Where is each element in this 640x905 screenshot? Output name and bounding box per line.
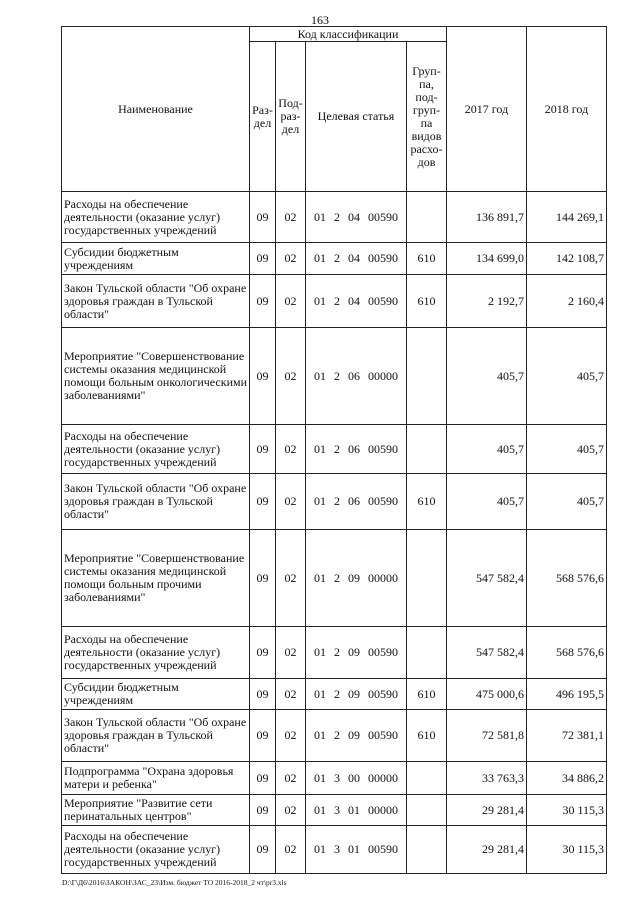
table-row [62, 425, 607, 474]
row-podrazdel: 02 [276, 679, 306, 710]
table-row [62, 679, 607, 710]
row-podrazdel: 02 [276, 530, 306, 627]
row-podrazdel: 02 [276, 192, 306, 243]
row-2017: 29 281,4 [447, 826, 527, 874]
footer-file-path: D:\Г\Д6\2016\ЗАКОН\ЗАС_23\Изм. бюджет ТО 2016-2018_2 чт\pr3.xls [62, 878, 287, 887]
row-razdel: 09 [250, 192, 276, 243]
row-2017: 475 000,6 [447, 679, 527, 710]
row-tselevaya: 01 3 00 00000 [306, 762, 407, 795]
row-name: Закон Тульской области "Об охране здоровья граждан в Тульской области" [62, 710, 250, 762]
row-2018: 34 886,2 [527, 762, 607, 795]
row-tselevaya: 01 2 04 00590 [306, 192, 407, 243]
header-year-2017: 2017 год [447, 27, 527, 192]
header-year-2018: 2018 год [527, 27, 607, 192]
row-tselevaya: 01 2 09 00000 [306, 530, 407, 627]
header-podrazdel: Под- раз- дел [276, 42, 306, 192]
row-tselevaya: 01 3 01 00000 [306, 795, 407, 826]
row-gruppa [407, 425, 447, 474]
row-razdel: 09 [250, 627, 276, 679]
row-2017: 547 582,4 [447, 530, 527, 627]
row-tselevaya: 01 2 06 00000 [306, 328, 407, 425]
row-razdel: 09 [250, 710, 276, 762]
row-2018: 30 115,3 [527, 795, 607, 826]
row-razdel: 09 [250, 275, 276, 328]
row-2017: 136 891,7 [447, 192, 527, 243]
header-gruppa: Груп- па, под- груп- па видов расхо- дов [407, 42, 447, 192]
row-name: Расходы на обеспечение деятельности (оказание услуг) государственных учреждений [62, 627, 250, 679]
table-row [62, 192, 607, 243]
row-razdel: 09 [250, 243, 276, 275]
row-2017: 2 192,7 [447, 275, 527, 328]
budget-table [61, 26, 607, 874]
row-gruppa [407, 826, 447, 874]
row-razdel: 09 [250, 328, 276, 425]
row-2018: 405,7 [527, 328, 607, 425]
row-name: Расходы на обеспечение деятельности (оказание услуг) государственных учреждений [62, 192, 250, 243]
row-gruppa [407, 795, 447, 826]
row-podrazdel: 02 [276, 474, 306, 530]
row-podrazdel: 02 [276, 425, 306, 474]
row-gruppa [407, 530, 447, 627]
row-2017: 29 281,4 [447, 795, 527, 826]
row-2018: 2 160,4 [527, 275, 607, 328]
row-podrazdel: 02 [276, 275, 306, 328]
row-tselevaya: 01 2 06 00590 [306, 474, 407, 530]
row-name: Закон Тульской области "Об охране здоровья граждан в Тульской области" [62, 275, 250, 328]
row-gruppa [407, 192, 447, 243]
row-2017: 33 763,3 [447, 762, 527, 795]
row-name: Мероприятие "Совершенствование системы оказания медицинской помощи больным прочими заболеваниями" [62, 530, 250, 627]
table-row [62, 710, 607, 762]
row-tselevaya: 01 2 09 00590 [306, 679, 407, 710]
row-gruppa [407, 762, 447, 795]
row-name: Мероприятие "Развитие сети перинатальных центров" [62, 795, 250, 826]
row-name: Субсидии бюджетным учреждениям [62, 679, 250, 710]
row-name: Расходы на обеспечение деятельности (оказание услуг) государственных учреждений [62, 826, 250, 874]
row-name: Мероприятие "Совершенствование системы оказания медицинской помощи больным онкологическими заболеваниями" [62, 328, 250, 425]
header-razdel: Раз- дел [250, 42, 276, 192]
table-row [62, 627, 607, 679]
row-gruppa: 610 [407, 275, 447, 328]
row-gruppa: 610 [407, 243, 447, 275]
row-podrazdel: 02 [276, 795, 306, 826]
row-name: Подпрограмма "Охрана здоровья матери и ребенка" [62, 762, 250, 795]
row-2018: 496 195,5 [527, 679, 607, 710]
table-row [62, 243, 607, 275]
row-gruppa [407, 328, 447, 425]
row-tselevaya: 01 3 01 00590 [306, 826, 407, 874]
row-razdel: 09 [250, 425, 276, 474]
table-row [62, 762, 607, 795]
row-2018: 30 115,3 [527, 826, 607, 874]
page-number: 163 [311, 13, 329, 27]
row-name: Субсидии бюджетным учреждениям [62, 243, 250, 275]
row-gruppa [407, 627, 447, 679]
row-2018: 405,7 [527, 474, 607, 530]
row-2018: 568 576,6 [527, 627, 607, 679]
row-razdel: 09 [250, 762, 276, 795]
table-row [62, 826, 607, 874]
table-row [62, 795, 607, 826]
row-name: Расходы на обеспечение деятельности (оказание услуг) государственных учреждений [62, 425, 250, 474]
row-2017: 405,7 [447, 328, 527, 425]
row-gruppa: 610 [407, 474, 447, 530]
row-2018: 144 269,1 [527, 192, 607, 243]
row-2018: 568 576,6 [527, 530, 607, 627]
table-row [62, 328, 607, 425]
table-row [62, 530, 607, 627]
header-name: Наименование [62, 27, 250, 192]
row-razdel: 09 [250, 679, 276, 710]
table-row [62, 275, 607, 328]
row-gruppa: 610 [407, 679, 447, 710]
row-tselevaya: 01 2 09 00590 [306, 710, 407, 762]
row-razdel: 09 [250, 826, 276, 874]
row-2018: 405,7 [527, 425, 607, 474]
row-2017: 405,7 [447, 425, 527, 474]
row-podrazdel: 02 [276, 710, 306, 762]
row-podrazdel: 02 [276, 328, 306, 425]
row-gruppa: 610 [407, 710, 447, 762]
row-tselevaya: 01 2 06 00590 [306, 425, 407, 474]
row-podrazdel: 02 [276, 243, 306, 275]
row-podrazdel: 02 [276, 826, 306, 874]
row-razdel: 09 [250, 795, 276, 826]
row-tselevaya: 01 2 09 00590 [306, 627, 407, 679]
row-name: Закон Тульской области "Об охране здоровья граждан в Тульской области" [62, 474, 250, 530]
header-tselevaya: Целевая статья [306, 42, 407, 192]
row-tselevaya: 01 2 04 00590 [306, 243, 407, 275]
row-2017: 72 581,8 [447, 710, 527, 762]
row-2018: 142 108,7 [527, 243, 607, 275]
row-2017: 547 582,4 [447, 627, 527, 679]
row-2017: 405,7 [447, 474, 527, 530]
row-razdel: 09 [250, 530, 276, 627]
row-2018: 72 381,1 [527, 710, 607, 762]
row-podrazdel: 02 [276, 627, 306, 679]
row-tselevaya: 01 2 04 00590 [306, 275, 407, 328]
row-podrazdel: 02 [276, 762, 306, 795]
row-razdel: 09 [250, 474, 276, 530]
table-row [62, 474, 607, 530]
header-code-group: Код классификации [250, 27, 447, 42]
row-2017: 134 699,0 [447, 243, 527, 275]
